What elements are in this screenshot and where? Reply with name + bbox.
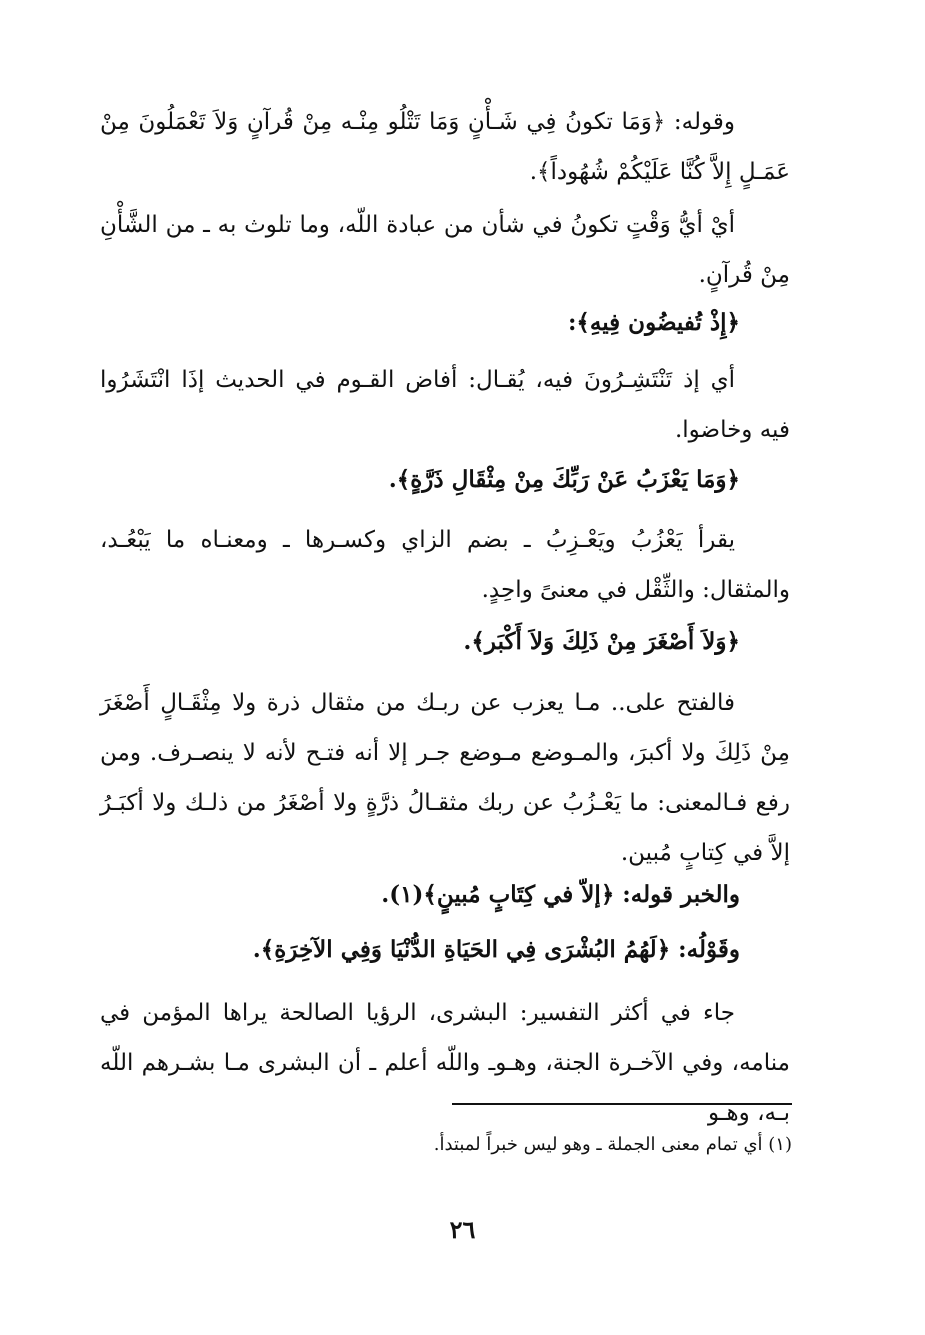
paragraph-explanation-5: جاء في أكثر التفسير: البشرى، الرؤيا الصالحة يراها المؤمن في منامه، وفي الآخـرة الجنة، وهـوـ واللّه أعلم ـ أن البشرى مـا بشـرهم اللّه بـه، وهـو [100,1000,790,1126]
paragraph-verse-intro: وقوله: ﴿وَمَا تكونُ فِي شَـأْنٍ وَمَا تَتْلُو مِنْـه مِنْ قُرآنٍ وَلاَ تَعْمَلُونَ مِنْ عَمَـلٍ إِلاَّ كُنَّا عَلَيْكُمْ شُهُوداً﴾. [100,109,790,185]
page-number: ٢٦ [449,1215,476,1244]
paragraph-explanation-2: أي إذ تَنْتَشِـرُونَ فيه، يُقـال: أفاض القـوم في الحديث إذَا انْتَشَرُوا فيه وخاضوا. [100,367,790,443]
verse-quote-4: وقَوْلُه: ﴿لَهُمُ البُشْرَى فِي الحَيَاةِ الدُّنْيَا وَفِي الآخِرَةِ﴾. [252,936,740,963]
verse-quote-3: ﴿وَلاَ أَصْغَرَ مِنْ ذَلِكَ وَلاَ أَكْبَر﴾. [463,628,740,655]
paragraph-explanation-1: أيْ أيُّ وَقْتٍ تكونُ في شأن من عبادة اللّه، وما تلوث به ـ من الشَّأْنِ مِنْ قُرآنٍ. [100,212,790,288]
footnote: (١) أي تمام معنى الجملة ـ وهو ليس خبراً لمبتدأ. [433,1134,792,1155]
paragraph-explanation-3: يقرأ يَعْزُبُ ويَعْـزِبُ ـ بضم الزاي وكسـرها ـ ومعنـاه ما يَبْعُـد، والمثقال: والثِّقْل في معنىً واحِدٍ. [100,527,790,603]
verse-quote-1: ﴿إِذْ تُفيضُون فِيهِ﴾: [567,309,740,336]
paragraph-predicate: والخبر قوله: ﴿إلاّ في كِتَابٍ مُبينٍ﴾(١). [381,881,740,908]
verse-quote-2: ﴿وَمَا يَعْزَبُ عَنْ رَبِّكَ مِنْ مِثْقَالِ ذَرَّةٍ﴾. [388,466,740,493]
paragraph-explanation-4: فالفتح على.. مـا يعزب عن ربـك من مثقال ذرة ولا مِثْقَـالٍ أَصْغَرَ مِنْ ذَلِكَ ولا أكبرَ، والمـوضع مـوضع جـر إلا أنه فتـح لأنه لا ينصـرف. ومن رفع فـالمعنى: ما يَعْـزُبُ عن ربك مثقـالُ ذرَّةٍ ولا أصْغَرُ من ذلـك ولا أكبَـرُ إلاَّ في كِتابٍ مُبين. [100,690,790,866]
footnote-divider [452,1103,792,1105]
